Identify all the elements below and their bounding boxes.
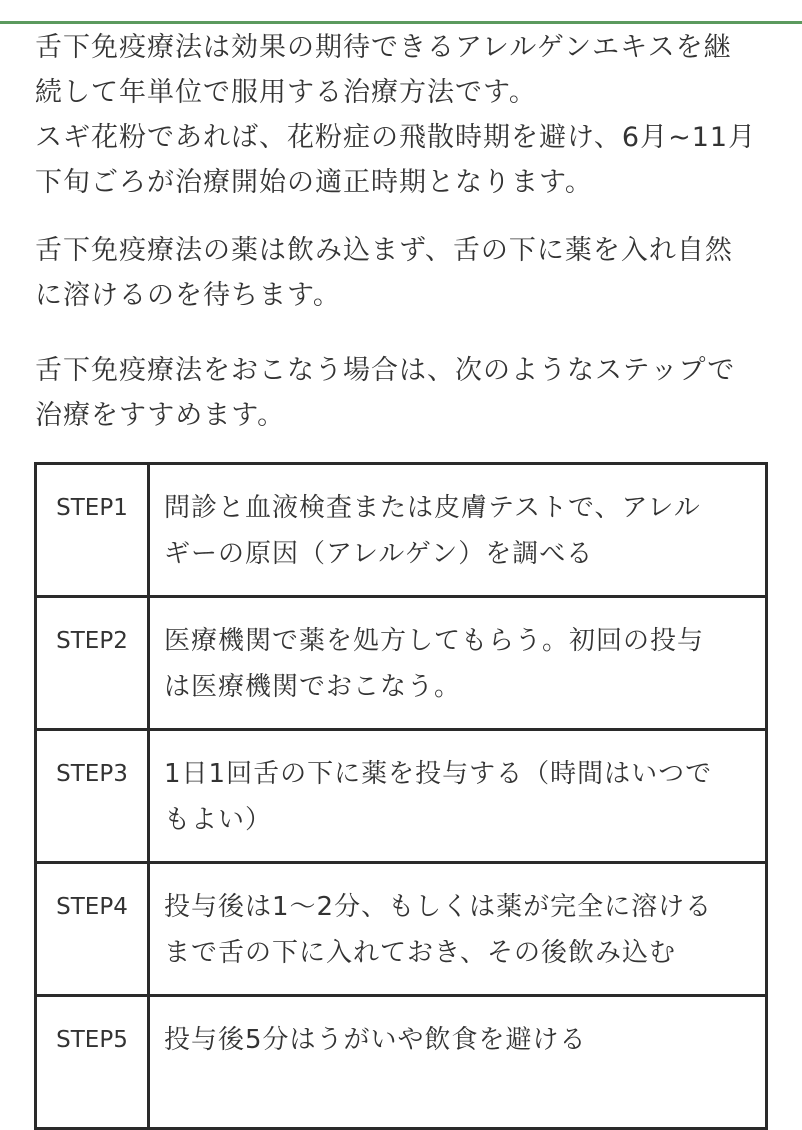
text-line: 投与後は1〜2分、もしくは薬が完全に溶ける (164, 892, 713, 922)
table-row (36, 597, 767, 730)
text-line: は医療機関でおこなう。 (164, 672, 462, 702)
text-line: スギ花粉であれば、花粉症の飛散時期を避け、6月~11月 (35, 122, 757, 153)
method-paragraph (35, 228, 775, 318)
step-label: STEP1 (36, 464, 149, 597)
step-description (149, 597, 767, 730)
step-description (149, 464, 767, 597)
section-divider (0, 21, 802, 24)
text-line: ギーの原因（アレルゲン）を調べる (164, 539, 594, 569)
text-line: 医療機関で薬を処方してもらう。初回の投与 (164, 626, 705, 656)
step-label: STEP5 (36, 996, 149, 1129)
text-line: 舌下免疫療法は効果の期待できるアレルゲンエキスを継 (35, 32, 732, 63)
text-line: に溶けるのを待ちます。 (35, 280, 341, 311)
text-line: 1日1回舌の下に薬を投与する（時間はいつで (164, 759, 713, 789)
step-label: STEP4 (36, 863, 149, 996)
table-row (36, 464, 767, 597)
step-label: STEP3 (36, 730, 149, 863)
text-line: 治療をすすめます。 (35, 400, 286, 431)
step-description (149, 996, 767, 1129)
text-line: 舌下免疫療法の薬は飲み込まず、舌の下に薬を入れ自然 (35, 235, 733, 266)
text-line: 続して年単位で服用する治療方法です。 (35, 77, 537, 108)
text-line: 投与後5分はうがいや飲食を避ける (164, 1025, 587, 1055)
text-line: 問診と血液検査または皮膚テストで、アレル (164, 493, 701, 523)
step-description (149, 730, 767, 863)
steps-table (34, 462, 768, 1130)
table-row (36, 730, 767, 863)
text-line: 舌下免疫療法をおこなう場合は、次のようなステップで (35, 355, 736, 386)
table-row (36, 863, 767, 996)
steps-intro-paragraph (35, 348, 775, 438)
step-label: STEP2 (36, 597, 149, 730)
text-line: まで舌の下に入れておき、その後飲み込む (164, 938, 676, 968)
text-line: 下旬ごろが治療開始の適正時期となります。 (35, 167, 593, 198)
intro-paragraph (35, 25, 775, 205)
step-description (149, 863, 767, 996)
text-line: もよい） (164, 805, 273, 835)
table-row (36, 996, 767, 1129)
